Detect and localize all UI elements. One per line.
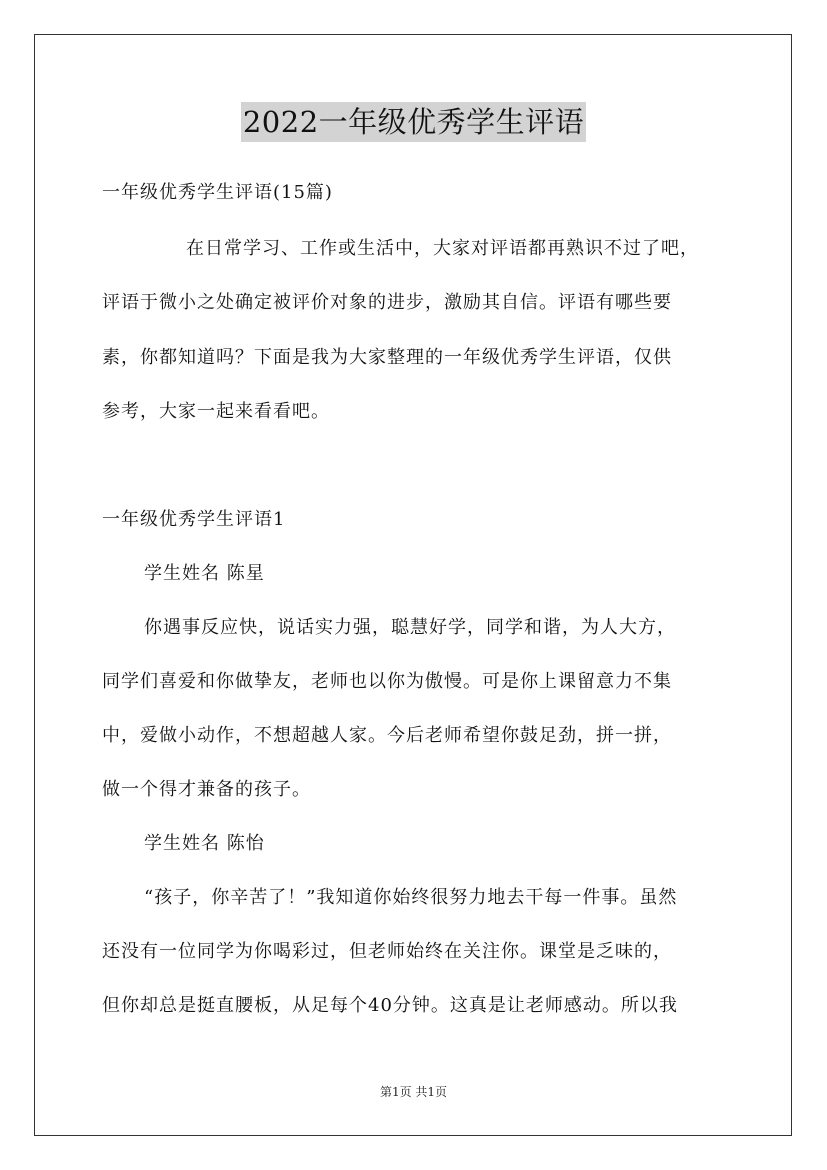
- section-heading: 一年级优秀学生评语1: [102, 509, 286, 530]
- document-title: 2022一年级优秀学生评语: [241, 102, 586, 142]
- student1-name-label: 学生姓名 陈星: [144, 563, 265, 584]
- intro-line-3: 素，你都知道吗？下面是我为大家整理的一年级优秀学生评语，仅供: [102, 347, 672, 368]
- student2-name-label: 学生姓名 陈怡: [144, 833, 265, 854]
- student2-line-1: “孩子，你辛苦了！”我知道你始终很努力地去干每一件事。虽然: [144, 887, 678, 908]
- student1-line-3: 中，爱做小动作，不想超越人家。今后老师希望你鼓足劲，拼一拼，: [102, 725, 672, 746]
- student1-line-1: 你遇事反应快，说话实力强，聪慧好学，同学和谐，为人大方，: [144, 617, 676, 638]
- document-subtitle: 一年级优秀学生评语(15篇): [102, 182, 333, 203]
- student1-line-2: 同学们喜爱和你做挚友，老师也以你为傲慢。可是你上课留意力不集: [102, 671, 672, 692]
- student2-line-2: 还没有一位同学为你喝彩过，但老师始终在关注你。课堂是乏味的，: [102, 941, 672, 962]
- intro-line-2: 评语于微小之处确定被评价对象的进步，激励其自信。评语有哪些要: [102, 292, 672, 313]
- intro-line-4: 参考，大家一起来看看吧。: [102, 401, 330, 422]
- student1-line-4: 做一个得才兼备的孩子。: [102, 779, 311, 800]
- page-footer: 第1页 共1页: [379, 1085, 448, 1099]
- title-container: [0, 102, 827, 142]
- intro-line-1: 在日常学习、工作或生活中，大家对评语都再熟识不过了吧，: [186, 238, 699, 259]
- student2-line-3: 但你却总是挺直腰板，从足每个40分钟。这真是让老师感动。所以我: [102, 995, 678, 1016]
